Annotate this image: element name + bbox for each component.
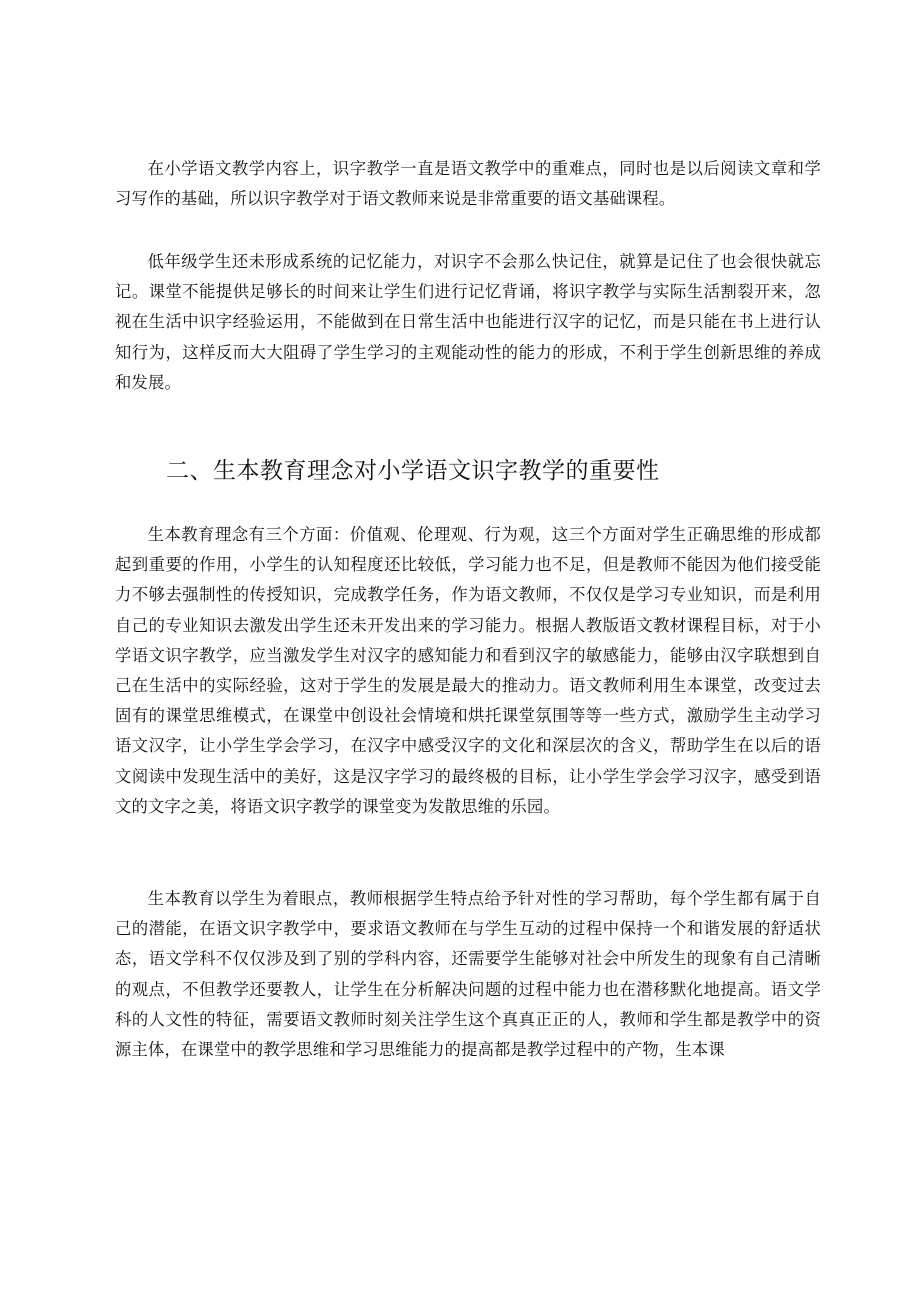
paragraph-4: 生本教育以学生为着眼点，教师根据学生特点给予针对性的学习帮助，每个学生都有属于自己的潜能，在语文识字教学中，要求语文教师在与学生互动的过程中保持一个和谐发展的舒适状态，语文学科不仅仅涉及到了别的学科内容，还需要学生能够对社会中所发生的现象有自己清晰的观点，不但教学还要教人，让学生在分析解决问题的过程中能力也在潜移默化地提高。语文学科的人文性的特征，需要语文教师时刻关注学生这个真真正正的人，教师和学生都是教学中的资源主体，在课堂中的教学思维和学习思维能力的提高都是教学过程中的产物，生本课 bbox=[115, 889, 821, 1060]
paragraph-3: 生本教育理念有三个方面：价值观、伦理观、行为观，这三个方面对学生正确思维的形成都起到重要的作用，小学生的认知程度还比较低，学习能力也不足，但是教师不能因为他们接受能力不够去强制性的传授知识，完成教学任务，作为语文教师，不仅仅是学习专业知识，而是利用自己的专业知识去激发出学生还未开发出来的学习能力。根据人教版语文教材课程目标，对于小学语文识字教学，应当激发学生对汉字的感知能力和看到汉字的敏感能力，能够由汉字联想到自己在生活中的实际经验，这对于学生的发展是最大的推动力。语文教师利用生本课堂，改变过去固有的课堂思维模式，在课堂中创设社会情境和烘托课堂氛围等等一些方式，激励学生主动学习语文汉字，让小学生学会学习，在汉字中感受汉字的文化和深层次的含义，帮助学生在以后的语文阅读中发现生活中的美好，这是汉字学习的最终极的目标，让小学生学会学习汉字，感受到语文的文字之美，将语文识字教学的课堂变为发散思维的乐园。 bbox=[115, 525, 821, 816]
paragraph-1: 在小学语文教学内容上，识字教学一直是语文教学中的重难点，同时也是以后阅读文章和学习写作的基础，所以识字教学对于语文教师来说是非常重要的语文基础课程。 bbox=[115, 159, 821, 209]
paragraph-2: 低年级学生还未形成系统的记忆能力，对识字不会那么快记住，就算是记住了也会很快就忘记。课堂不能提供足够长的时间来让学生们进行记忆背诵，将识字教学与实际生活割裂开来，忽视在生活中识字经验运用，不能做到在日常生活中也能进行汉字的记忆，而是只能在书上进行认知行为，这样反而大大阻碍了学生学习的主观能动性的能力的形成，不利于学生创新思维的养成和发展。 bbox=[115, 252, 821, 392]
section-heading: 二、生本教育理念对小学语文识字教学的重要性 bbox=[166, 458, 660, 484]
